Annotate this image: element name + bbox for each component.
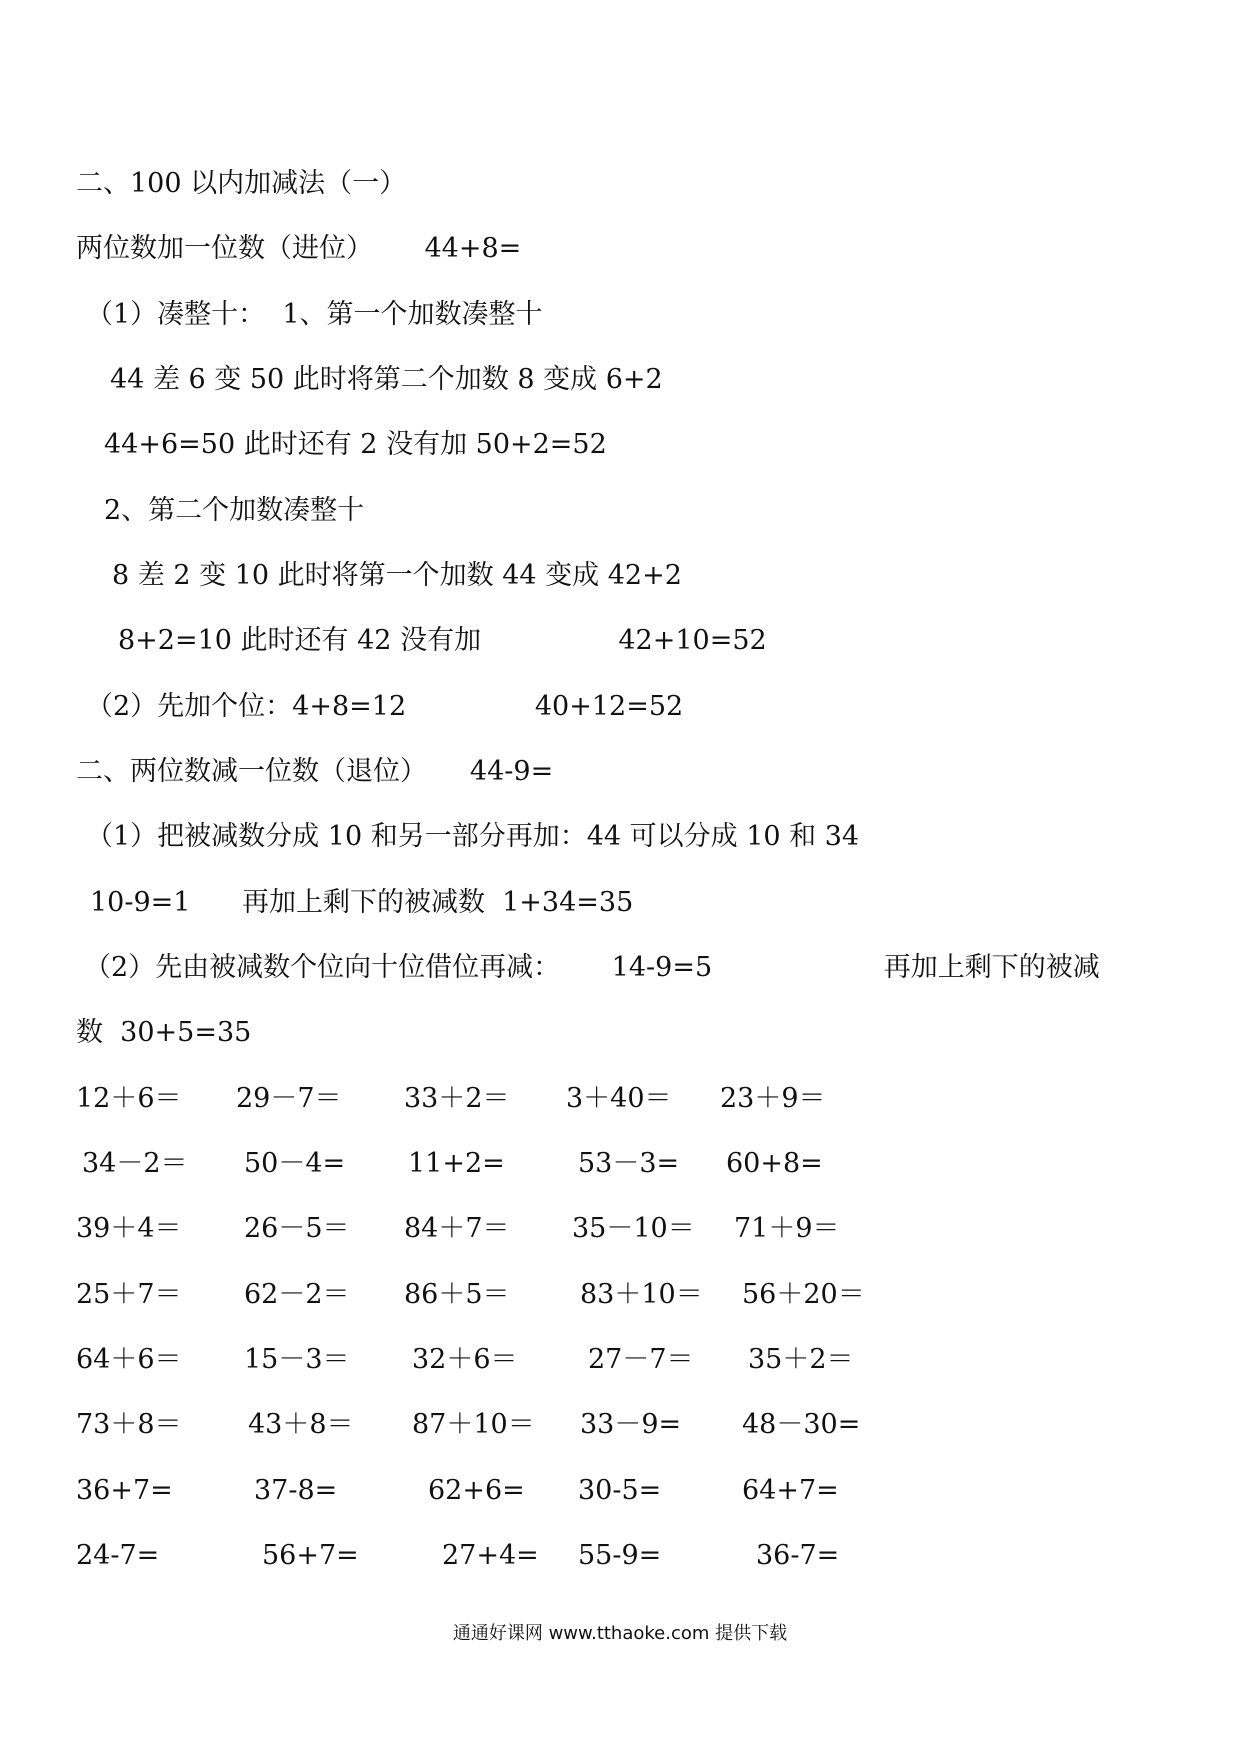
exercise-item: 84＋7＝ <box>404 1213 510 1244</box>
section1-heading: 二、100 以内加减法（一） <box>76 168 407 199</box>
exercise-item: 35－10＝ <box>572 1213 695 1244</box>
exercise-item: 64＋6＝ <box>76 1344 182 1375</box>
method1-line4: 8+2=10 此时还有 42 没有加 42+10=52 <box>118 625 767 656</box>
method1-line3: 8 差 2 变 10 此时将第一个加数 44 变成 42+2 <box>112 560 682 591</box>
section2-method1: （1）把被减数分成 10 和另一部分再加：44 可以分成 10 和 34 <box>86 821 860 852</box>
exercise-item: 25＋7＝ <box>76 1279 182 1310</box>
exercise-item: 29－7＝ <box>236 1083 342 1114</box>
exercise-item: 56＋20＝ <box>742 1279 865 1310</box>
section2-title: 二、两位数减一位数（退位） 44-9= <box>76 756 554 787</box>
exercise-item: 33＋2＝ <box>404 1083 510 1114</box>
exercise-item: 30-5= <box>578 1475 662 1506</box>
method1-title: （1）凑整十： 1、第一个加数凑整十 <box>86 299 543 330</box>
exercise-item: 53－3= <box>578 1148 680 1179</box>
exercise-row <box>0 1539 1240 1573</box>
exercise-item: 15－3＝ <box>244 1344 350 1375</box>
exercise-item: 35＋2＝ <box>748 1344 854 1375</box>
method2-line: （2）先加个位：4+8=12 40+12=52 <box>86 691 684 722</box>
exercise-item: 56+7= <box>262 1540 359 1571</box>
exercise-row <box>0 1474 1240 1508</box>
exercise-item: 23＋9＝ <box>720 1083 826 1114</box>
exercise-item: 34－2＝ <box>82 1148 188 1179</box>
exercise-row <box>0 1343 1240 1377</box>
exercise-item: 83＋10＝ <box>580 1279 703 1310</box>
exercise-item: 86＋5＝ <box>404 1279 510 1310</box>
exercise-item: 39＋4＝ <box>76 1213 182 1244</box>
exercise-item: 12＋6＝ <box>76 1083 182 1114</box>
exercise-row <box>0 1147 1240 1181</box>
exercise-item: 43＋8＝ <box>248 1409 354 1440</box>
exercise-item: 62+6= <box>428 1475 525 1506</box>
section2-method2: （2）先由被减数个位向十位借位再减： 14-9=5 再加上剩下的被减 <box>84 952 1100 983</box>
method1-line1: 44 差 6 变 50 此时将第二个加数 8 变成 6+2 <box>110 364 663 395</box>
exercise-item: 55-9= <box>578 1540 662 1571</box>
exercise-item: 3＋40＝ <box>566 1083 672 1114</box>
method1-line2: 44+6=50 此时还有 2 没有加 50+2=52 <box>104 429 607 460</box>
exercise-item: 62－2＝ <box>244 1279 350 1310</box>
exercise-item: 36+7= <box>76 1475 173 1506</box>
exercise-item: 32＋6＝ <box>412 1344 518 1375</box>
exercise-item: 64+7= <box>742 1475 839 1506</box>
exercise-row <box>0 1408 1240 1442</box>
exercise-item: 27+4= <box>442 1540 539 1571</box>
exercise-row <box>0 1212 1240 1246</box>
exercise-item: 50－4= <box>244 1148 346 1179</box>
footer-credit: 通通好课网 www.tthaoke.com 提供下载 <box>452 1623 788 1644</box>
exercise-item: 11+2= <box>408 1148 505 1179</box>
exercise-item: 33－9= <box>580 1409 682 1440</box>
exercise-item: 48－30= <box>742 1409 861 1440</box>
exercise-row <box>0 1278 1240 1312</box>
method1-sub2: 2、第二个加数凑整十 <box>104 495 365 526</box>
exercise-item: 37-8= <box>254 1475 338 1506</box>
exercise-item: 24-7= <box>76 1540 160 1571</box>
exercise-item: 73＋8＝ <box>76 1409 182 1440</box>
exercise-item: 60+8= <box>726 1148 823 1179</box>
exercise-item: 26－5＝ <box>244 1213 350 1244</box>
exercise-item: 87＋10＝ <box>412 1409 535 1440</box>
exercise-item: 71＋9＝ <box>734 1213 840 1244</box>
section2-method2-cont: 数 30+5=35 <box>76 1017 252 1048</box>
exercise-item: 27－7＝ <box>588 1344 694 1375</box>
exercise-item: 36-7= <box>756 1540 840 1571</box>
section2-method1-line1: 10-9=1 再加上剩下的被减数 1+34=35 <box>90 887 634 918</box>
exercise-row <box>0 1082 1240 1116</box>
section1-title: 两位数加一位数（进位） 44+8= <box>76 233 522 264</box>
